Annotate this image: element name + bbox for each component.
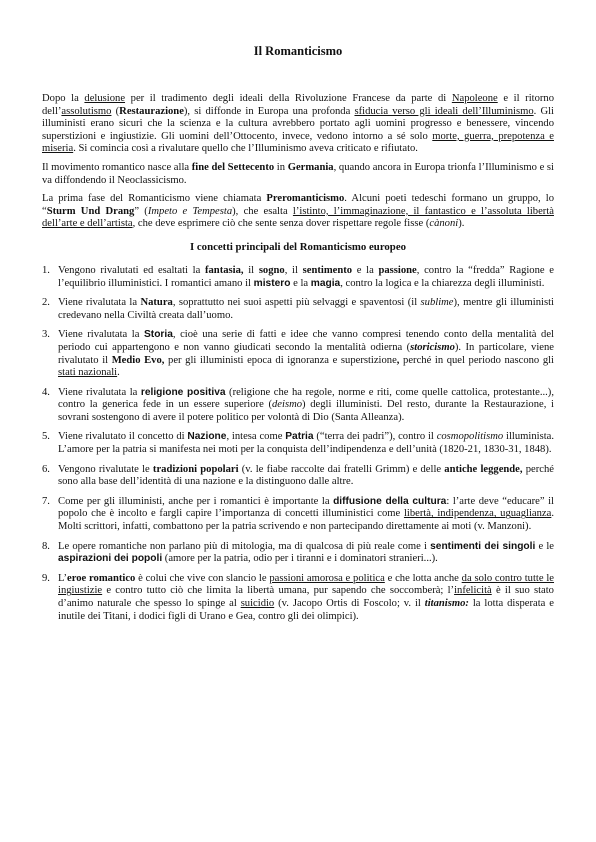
text-run: . Si comincia così a rivalutare quello che l’Illuminismo aveva criticato e rifiutato. <box>73 143 418 155</box>
bold-text: passione <box>378 264 417 276</box>
emphasis-text: sentimenti dei singoli <box>430 540 536 552</box>
intro-paragraph-3 <box>42 193 554 231</box>
text-run: è il suo stato d’animo naturale che spesso lo spinge al <box>58 585 554 609</box>
list-item <box>42 573 554 623</box>
text-run: e la <box>352 264 379 276</box>
concepts-list <box>42 265 554 623</box>
list-number: 3. <box>42 329 50 341</box>
list-item-text <box>58 541 554 565</box>
list-item-text <box>58 297 554 321</box>
text-run: Viene rivalutata la <box>58 386 141 398</box>
bold-text: Natura <box>140 297 173 309</box>
list-item <box>42 464 554 489</box>
text-run: ). In particolare, viene rivalutato il <box>58 341 554 366</box>
text-run: il <box>243 264 259 276</box>
list-item-text <box>58 265 554 289</box>
underlined-text: da solo contro tutte le ingiustizie <box>58 572 555 597</box>
underlined-text: delusione <box>84 93 126 104</box>
bold-text: fine del Settecento <box>191 161 275 173</box>
list-number: 6. <box>42 463 50 475</box>
bold-text: antiche leggende, <box>444 463 523 475</box>
list-item <box>42 541 554 566</box>
list-item <box>42 297 554 322</box>
underlined-text: sfiducia verso gli ideali dell’Illuminismo <box>354 105 534 117</box>
text-run: , il <box>284 264 303 276</box>
text-run: (religione che ha regole, norme e riti, come quelle cattolica, protestante...), contro la generica fede in un essere superiore ( <box>58 386 554 411</box>
emphasis-text: diffusione della cultura <box>333 495 447 507</box>
intro-paragraph-2 <box>42 162 554 187</box>
text-run: ), si diffonde in Europa una profonda <box>183 105 355 117</box>
list-item <box>42 496 554 534</box>
bold-italic-text: titanismo: <box>424 598 469 609</box>
text-run: ) degli illuministi. Del resto, durante la Restaurazione, i sovrani sostengono di avere il potere politico per volontà di Dio (Santa Alleanza). <box>58 399 555 423</box>
italic-text: cànoni <box>429 218 459 230</box>
emphasis-text: Patria <box>285 431 314 443</box>
bold-text: sogno <box>258 264 285 276</box>
text-run: Vengono rivalutati ed esaltati la <box>58 264 205 276</box>
text-run: La prima fase del Romanticismo viene chiamata <box>42 193 267 205</box>
text-run: , cioè una serie di fatti e idee che vanno compresi tenendo conto della mentalità del periodo cui appartengono e non vanno giudicati secondo la mentalità odierna ( <box>58 329 554 353</box>
emphasis-text: religione positiva <box>140 386 226 398</box>
intro-paragraph-1 <box>42 93 554 156</box>
italic-text: Impeto e Tempesta <box>147 205 233 217</box>
text-run: , che deve esprimere ciò che sente senza dover rispettare regole fisse ( <box>132 218 430 230</box>
text-run: Il movimento romantico nasce alla <box>42 161 192 173</box>
page-title: Il Romanticismo <box>253 44 343 58</box>
text-run: Vengono rivalutate le <box>58 463 153 475</box>
underlined-text: assolutismo <box>61 105 112 117</box>
list-item-text <box>58 464 554 488</box>
italic-text: deismo <box>272 399 303 411</box>
text-run: Le opere romantiche non parlano più di mitologia, ma di qualcosa di più reale come i <box>58 540 431 552</box>
text-run: Viene rivalutato il concetto di <box>58 431 188 443</box>
text-run: e il ritorno dell’ <box>42 93 554 117</box>
text-run: . <box>117 367 120 379</box>
text-run: Come per gli illuministi, anche per i romantici è importante la <box>58 495 334 507</box>
bold-text: Restaurazione <box>119 105 184 117</box>
text-run: in <box>274 161 288 173</box>
text-run: (amore per la patria, odio per i tiranni e i dominatori stranieri...). <box>162 553 438 565</box>
text-run: ), mentre gli illuministi credevano nella Civiltà creata dall’uomo. <box>58 297 554 321</box>
list-number: 5. <box>42 431 50 443</box>
text-run: ), che esalta <box>232 205 293 217</box>
text-run: perché in quel periodo nascono gli <box>399 354 555 366</box>
list-number: 2. <box>42 297 50 309</box>
bold-text: Medio Evo, <box>111 354 165 366</box>
text-run: (“terra dei padri”), contro il <box>313 431 437 443</box>
bold-text: eroe romantico <box>67 572 136 584</box>
text-run: . Molti scrittori, infatti, combattono per la patria scrivendo e non partecipando direttamente ai moti (v. Manzoni). <box>58 508 554 533</box>
bold-text: , <box>396 354 400 366</box>
list-item <box>42 265 554 290</box>
emphasis-text: aspirazioni dei popoli <box>58 553 163 565</box>
text-run: e le <box>535 540 554 552</box>
list-number: 9. <box>42 572 50 584</box>
bold-text: sentimento <box>302 264 353 276</box>
text-run: per il tradimento degli ideali della Rivoluzione Francese da parte di <box>125 93 452 104</box>
text-run: , quando ancora in Europa trionfa l’Illuminismo e si va diffondendo il Neoclassicismo. <box>42 161 554 186</box>
text-run: ). <box>458 218 465 230</box>
bold-italic-text: storicismo <box>410 341 455 353</box>
list-item <box>42 329 554 379</box>
text-run: perché sono alla base dell’identità di una nazione e la distinguono dalle altre. <box>58 463 554 488</box>
bold-text: Sturm Und Drang <box>46 205 135 217</box>
text-run: (v. Jacopo Ortis di Foscolo; v. il <box>274 598 425 609</box>
list-number: 8. <box>42 540 50 552</box>
list-item-text <box>58 329 554 378</box>
text-run: . Alcuni poeti tedeschi formano un gruppo, lo “ <box>42 193 554 217</box>
text-run: la lotta disperata e inutile dei Titani, i dodici figli di Urano e Gea, contro gli dei olimpici). <box>58 598 554 622</box>
italic-text: cosmopolitismo <box>436 431 504 443</box>
text-run: illuminista. L’amore per la patria si manifesta nei moti per la conquista dell’indipendenza e dell’unità (1820-21, 1830-31, 1848). <box>58 431 554 456</box>
list-number: 7. <box>42 495 50 507</box>
italic-text: sublime <box>420 297 454 309</box>
underlined-text: passioni amorosa e politica <box>269 572 385 584</box>
bold-text: tradizioni popolari <box>152 463 239 475</box>
list-item-text <box>58 431 554 455</box>
text-run: , contro la logica e la chiarezza degli illuministi. <box>340 277 545 289</box>
text-run: ( <box>111 105 120 117</box>
section-heading: I concetti principali del Romanticismo europeo <box>189 240 407 253</box>
list-number: 4. <box>42 386 50 398</box>
list-item <box>42 431 554 456</box>
text-run: Dopo la <box>42 93 85 104</box>
underlined-text: Napoleone <box>451 93 498 104</box>
list-item <box>42 387 554 425</box>
emphasis-text: Storia <box>144 329 173 341</box>
text-run: ” ( <box>134 205 148 217</box>
text-run: , intesa come <box>226 431 286 443</box>
emphasis-text: magia <box>310 277 341 289</box>
text-run: , contro la “fredda” Ragione e l’equilibrio illuministici. I romantici amano il <box>58 264 554 289</box>
underlined-text: suicidio <box>240 598 275 609</box>
text-run: Viene rivalutata la <box>58 329 144 341</box>
underlined-text: libertà, indipendenza, uguaglianza <box>403 508 552 520</box>
bold-text: Preromanticismo <box>266 193 345 205</box>
text-run: per gli illuministi epoca di ignoranza e superstizione <box>164 354 397 366</box>
underlined-text: morte, guerra, prepotenza e miseria <box>42 130 554 155</box>
list-item-text <box>58 387 554 423</box>
text-run: L’ <box>58 572 68 584</box>
text-run: e che lotta anche <box>384 572 462 584</box>
text-run: , soprattutto nei suoi aspetti più selvaggi e spaventosi (il <box>172 297 421 309</box>
text-run: è colui che vive con slancio le <box>135 572 270 584</box>
text-run: e contro tutto ciò che limita la libertà umana, pur sapendo che soccomberà; l’ <box>102 585 455 597</box>
text-run: : l’arte deve “educare” il popolo che è incolto e fargli capire l’importanza di concetti illuministici come <box>58 495 554 520</box>
list-item-text <box>58 573 554 622</box>
list-item-text <box>58 496 554 532</box>
underlined-text: l’istinto, l’immaginazione, il fantastico e l’assoluta libertà dell’arte e dell’artista <box>42 205 554 230</box>
list-number: 1. <box>42 264 50 276</box>
underlined-text: stati nazionali <box>58 367 118 379</box>
text-run: (v. le fiabe raccolte dai fratelli Grimm) e delle <box>238 463 445 475</box>
underlined-text: infelicità <box>454 585 492 597</box>
text-run: e la <box>290 277 311 289</box>
emphasis-text: mistero <box>253 277 291 289</box>
bold-text: Germania <box>287 161 334 173</box>
document-page <box>42 44 554 630</box>
text-run: Viene rivalutata la <box>58 297 141 309</box>
emphasis-text: Nazione <box>187 431 227 443</box>
bold-text: fantasia, <box>204 264 244 276</box>
text-run: . Gli illuministi erano sicuri che la scienza e la cultura avrebbero portato agli uomini progresso e benessere, vincendo superstizioni e ingiustizie. Gli uomini dell’Ottocento, invece, vedono intorno a sé solo <box>42 105 554 142</box>
